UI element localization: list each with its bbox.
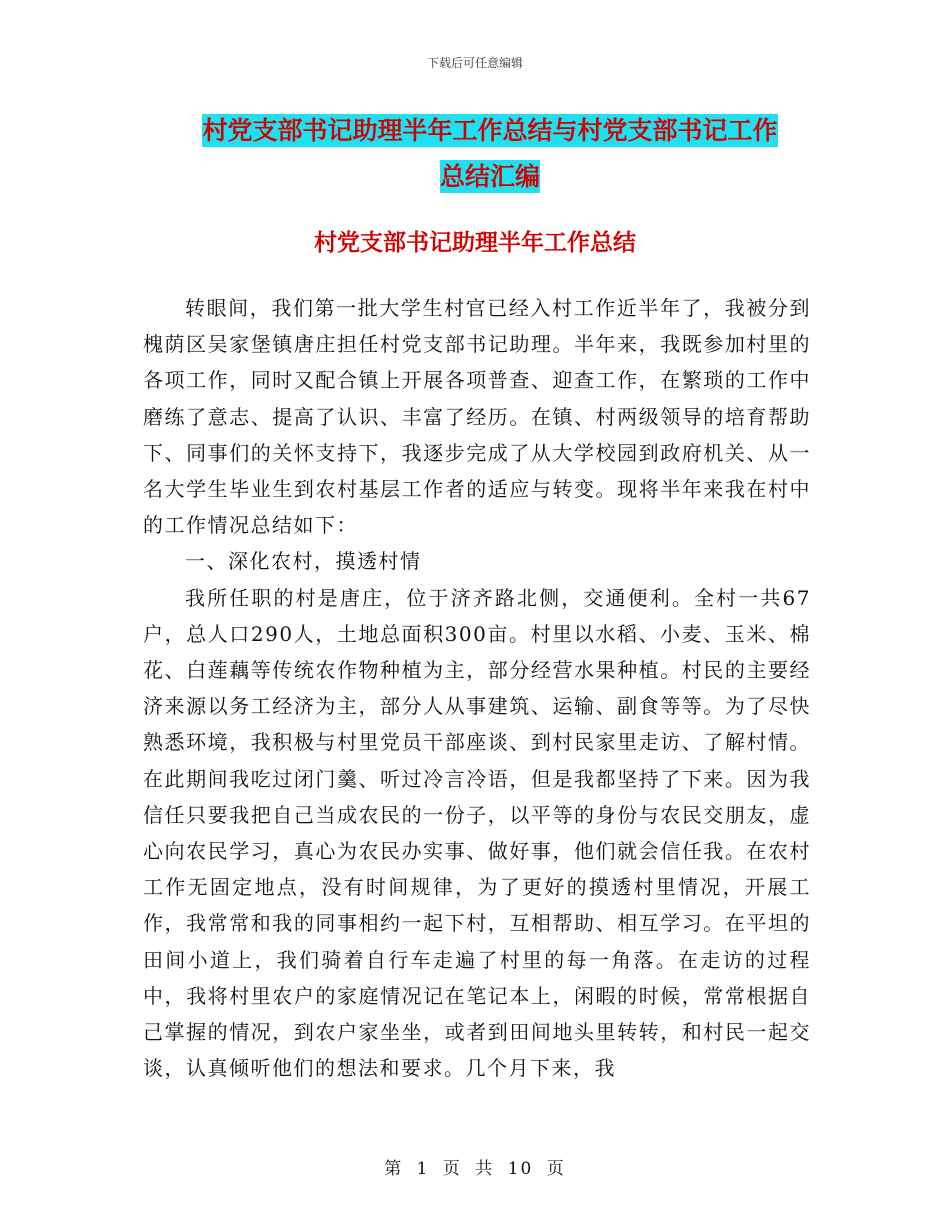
page-footer: [0, 1154, 950, 1179]
title-line-2: 总结汇编: [439, 162, 540, 191]
header-note: 下载后可任意编辑: [426, 56, 523, 70]
footer-page-word: 页: [442, 1159, 462, 1179]
section-heading: 一、深化农村，摸透村情: [185, 549, 422, 574]
total-pages-number: 10: [507, 1159, 534, 1179]
document-title: [140, 108, 840, 200]
footer-total-prefix: 共: [475, 1159, 495, 1179]
current-page-number: 1: [416, 1159, 430, 1179]
footer-prefix: 第: [384, 1159, 404, 1179]
section-title: 村党支部书记助理半年工作总结: [314, 229, 636, 256]
footer-suffix: 页: [546, 1159, 566, 1179]
paragraph: 转眼间，我们第一批大学生村官已经入村工作近半年了，我被分到槐荫区吴家堡镇唐庄担任村党支部书记助理。半年来，我既参加村里的各项工作，同时又配合镇上开展各项普查、迎查工作，在繁琐的工作中磨练了意志、提高了认识、丰富了经历。在镇、村两级领导的培育帮助下、同事们的关怀支持下，我逐步完成了从大学校园到政府机关、从一名大学生毕业生到农村基层工作者的适应与转变。现将半年来我在村中的工作情况总结如下：: [143, 296, 811, 538]
paragraph: 我所任职的村是唐庄，位于济齐路北侧，交通便利。全村一共67户，总人口290人，土地总面积300亩。村里以水稻、小麦、玉米、棉花、白莲藕等传统农作物种植为主，部分经营水果种植。村民的主要经济来源以务工经济为主，部分人从事建筑、运输、副食等等。为了尽快熟悉环境，我积极与村里党员干部座谈、到村民家里走访、了解村情。在此期间我吃过闭门羹、听过冷言冷语，但是我都坚持了下来。因为我信任只要我把自己当成农民的一份子，以平等的身份与农民交朋友，虚心向农民学习，真心为农民办实事、做好事，他们就会信任我。在农村工作无固定地点，没有时间规律，为了更好的摸透村里情况，开展工作，我常常和我的同事相约一起下村，互相帮助、相互学习。在平坦的田间小道上，我们骑着自行车走遍了村里的每一角落。在走访的过程中，我将村里农户的家庭情况记在笔记本上，闲暇的时候，常常根据自己掌握的情况，到农户家坐坐，或者到田间地头里转转，和村民一起交谈，认真倾听他们的想法和要求。几个月下来，我: [143, 585, 811, 1081]
title-line-1: 村党支部书记助理半年工作总结与村党支部书记工作: [202, 116, 778, 145]
body-text: [143, 290, 811, 1086]
